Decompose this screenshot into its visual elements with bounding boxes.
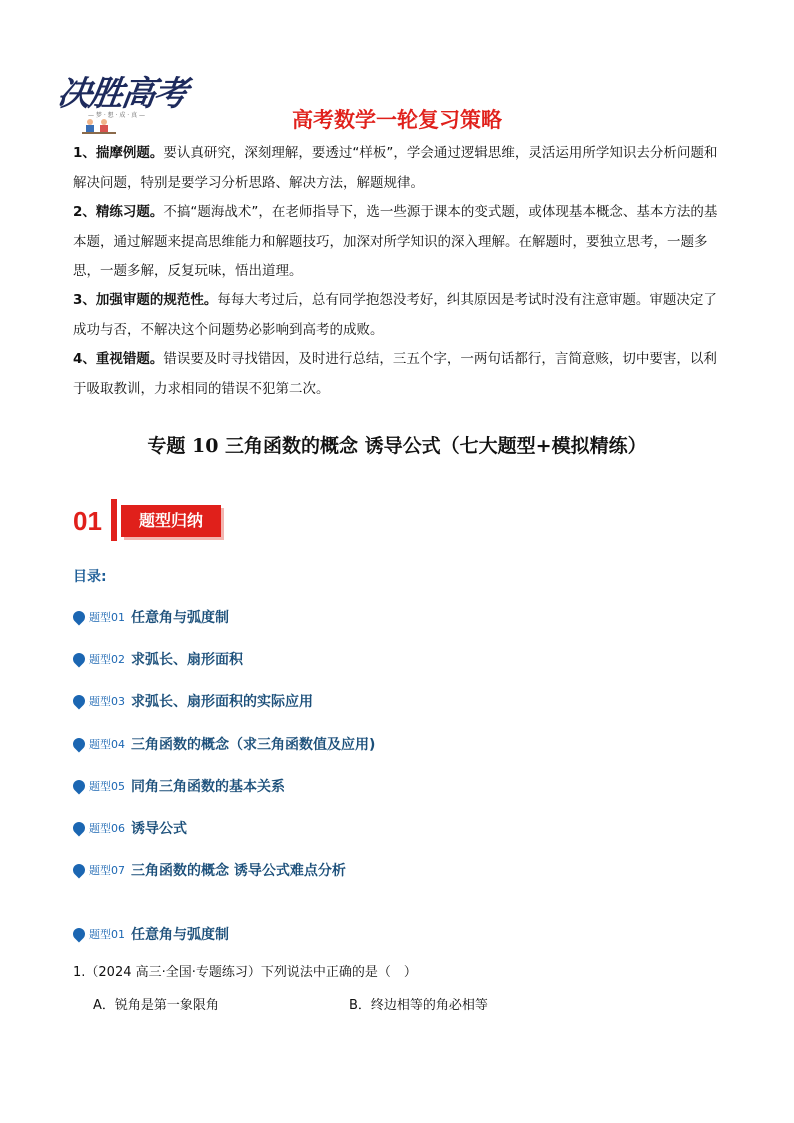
topic-title: 专题 10 三角函数的概念 诱导公式（七大题型+模拟精练） bbox=[147, 435, 647, 457]
logo-text: 决胜高考 bbox=[54, 74, 189, 114]
toc-item-tag: 题型05 bbox=[89, 780, 125, 793]
option-a[interactable]: A．锐角是第一象限角 bbox=[93, 998, 219, 1013]
location-pin-icon bbox=[71, 926, 88, 943]
toc-item-tag: 题型06 bbox=[89, 822, 125, 835]
toc-item-7[interactable] bbox=[73, 860, 346, 880]
strategy-3-text: 每每大考过后，总有同学抱怨没考好，纠其原因是考试时没有注意审题。审题决定了成功与否，不解决这个问题势必影响到高考的成败。 bbox=[73, 292, 717, 338]
strategy-2-text: 不搞“题海战术”，在老师指导下，选一些源于课本的变式题，或体现基本概念、基本方法的基本题，通过解题来提高思维能力和解题技巧，加深对所学知识的深入理解。在解题时，要独立思考，一题多思，一题多解，反复玩味，悟出道理。 bbox=[73, 204, 718, 279]
toc-item-title: 三角函数的概念 诱导公式难点分析 bbox=[131, 863, 346, 879]
toc-item-title: 同角三角函数的基本关系 bbox=[131, 779, 285, 795]
location-pin-icon bbox=[71, 651, 88, 668]
toc-item-tag: 题型01 bbox=[89, 611, 125, 624]
strategy-2-heading: 2、精练习题。 bbox=[73, 204, 164, 220]
strategy-2 bbox=[73, 198, 723, 287]
section-heading-title: 任意角与弧度制 bbox=[131, 927, 229, 943]
section-heading bbox=[73, 924, 229, 944]
strategy-4-text: 错误要及时寻找错因，及时进行总结，三五个字，一两句话都行，言简意赅，切中要害，以利于吸取教训，力求相同的错误不犯第二次。 bbox=[73, 351, 717, 397]
toc-item-2[interactable] bbox=[73, 649, 243, 669]
strategy-4 bbox=[73, 345, 723, 404]
toc-label: 目录: bbox=[73, 569, 107, 585]
toc-item-5[interactable] bbox=[73, 776, 285, 796]
toc-item-3[interactable] bbox=[73, 691, 313, 711]
strategy-1 bbox=[73, 139, 723, 198]
toc-item-tag: 题型02 bbox=[89, 653, 125, 666]
logo-subtitle: — 梦 · 想 · 成 · 真 — bbox=[88, 112, 145, 119]
toc-item-tag: 题型07 bbox=[89, 864, 125, 877]
toc-item-title: 三角函数的概念（求三角函数值及应用) bbox=[131, 737, 376, 753]
question-text: 1.（2024 高三·全国·专题练习）下列说法中正确的是（ ） bbox=[73, 965, 417, 980]
strategy-3 bbox=[73, 286, 723, 345]
toc-item-title: 求弧长、扇形面积 bbox=[131, 652, 243, 668]
toc-item-1[interactable] bbox=[73, 607, 229, 627]
location-pin-icon bbox=[71, 609, 88, 626]
section-number: 01 bbox=[73, 506, 102, 536]
page-title: 高考数学一轮复习策略 bbox=[292, 108, 502, 132]
toc-item-title: 求弧长、扇形面积的实际应用 bbox=[131, 694, 313, 710]
strategy-3-heading: 3、加强审题的规范性。 bbox=[73, 292, 218, 308]
toc-item-tag: 题型03 bbox=[89, 695, 125, 708]
option-b[interactable]: B．终边相等的角必相等 bbox=[349, 998, 488, 1013]
location-pin-icon bbox=[71, 736, 88, 753]
strategy-1-text: 要认真研究，深刻理解，要透过“样板”，学会通过逻辑思维，灵活运用所学知识去分析问题和解决问题，特别是要学习分析思路、解决方法，解题规律。 bbox=[73, 145, 718, 191]
location-pin-icon bbox=[71, 862, 88, 879]
location-pin-icon bbox=[71, 693, 88, 710]
strategy-4-heading: 4、重视错题。 bbox=[73, 351, 164, 367]
section-heading-tag: 题型01 bbox=[89, 928, 125, 941]
location-pin-icon bbox=[71, 820, 88, 837]
strategy-1-heading: 1、揣摩例题。 bbox=[73, 145, 164, 161]
section-badge-divider bbox=[111, 499, 117, 541]
toc-item-4[interactable] bbox=[73, 734, 375, 754]
location-pin-icon bbox=[71, 778, 88, 795]
toc-item-tag: 题型04 bbox=[89, 738, 125, 751]
toc-item-6[interactable] bbox=[73, 818, 187, 838]
section-badge: 题型归纳 bbox=[121, 505, 221, 537]
toc-item-title: 诱导公式 bbox=[131, 821, 187, 837]
toc-item-title: 任意角与弧度制 bbox=[131, 610, 229, 626]
